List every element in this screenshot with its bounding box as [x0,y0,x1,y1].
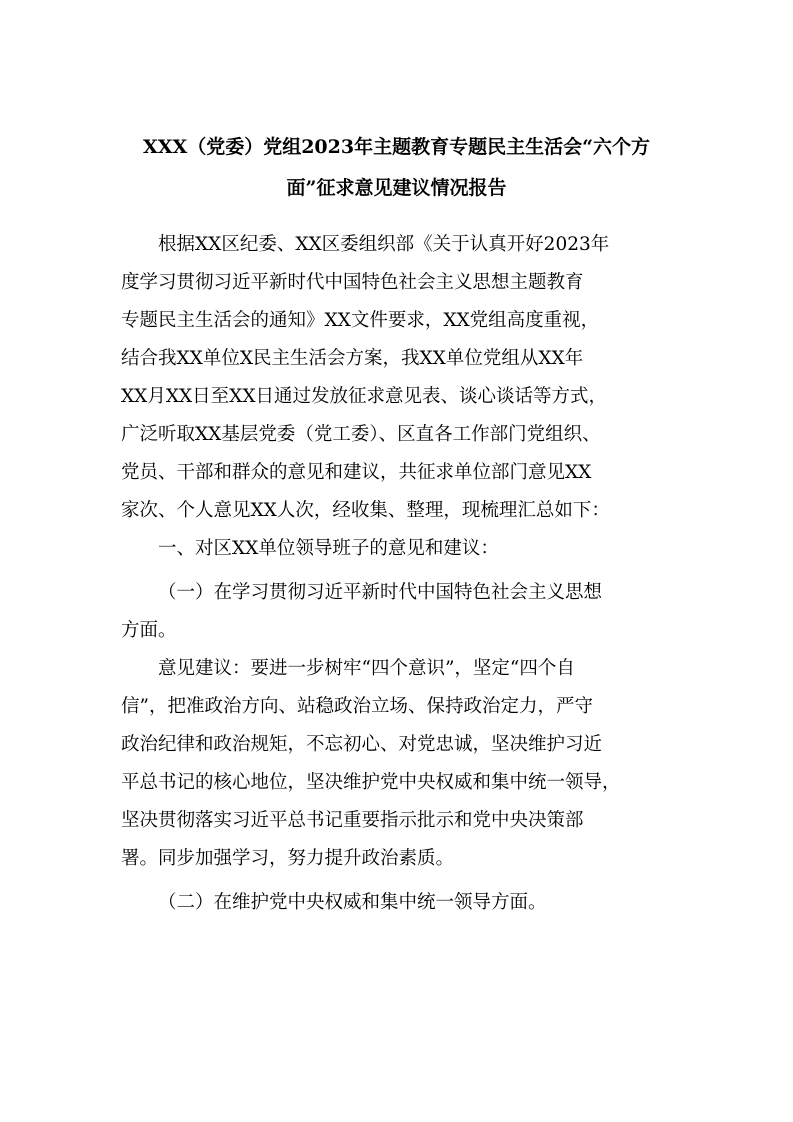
opinion-line-4: 平总书记的核心地位，坚决维护党中央权威和集中统一领导， [121,772,621,793]
opinion-line-5: 坚决贯彻落实习近平总书记重要指示批示和党中央决策部 [121,810,584,831]
subsection-heading-1-continued: 方面。 [121,620,177,641]
body-line-5: XX月XX日至XX日通过发放征求意见表、谈心谈话等方式， [121,386,608,407]
opinion-line-1: 意见建议：要进一步树牢“四个意识”，坚定“四个自 [158,658,575,679]
opinion-line-3: 政治纪律和政治规矩，不忘初心、对党忠诚，坚决维护习近 [121,734,603,755]
opinion-line-2: 信”，把准政治方向、站稳政治立场、保持政治定力，严守 [121,696,593,717]
body-line-3: 专题民主生活会的通知》XX文件要求，XX党组高度重视， [121,310,600,331]
body-line-2: 度学习贯彻习近平新时代中国特色社会主义思想主题教育 [121,272,584,293]
subsection-heading-2: （二）在维护党中央权威和集中统一领导方面。 [158,892,547,913]
body-line-6: 广泛听取XX基层党委（党工委）、区直各工作部门党组织、 [121,424,601,445]
body-line-1: 根据XX区纪委、XX区委组织部《关于认真开好2023年 [158,234,610,255]
section-heading-1: 一、对区XX单位领导班子的意见和建议： [158,538,499,559]
subsection-heading-1: （一）在学习贯彻习近平新时代中国特色社会主义思想 [158,582,603,603]
body-line-4: 结合我XX单位X民主生活会方案，我XX单位党组从XX年 [121,348,584,369]
document-title-line-1: XXX（党委）党组2023年主题教育专题民主生活会“六个方 [142,136,651,158]
document-title-line-2: 面”征求意见建议情况报告 [286,177,507,199]
body-line-8: 家次、个人意见XX人次，经收集、整理，现梳理汇总如下： [121,500,610,521]
body-line-7: 党员、干部和群众的意见和建议，共征求单位部门意见XX [121,462,592,483]
opinion-line-6: 署。同步加强学习，努力提升政治素质。 [121,848,455,869]
